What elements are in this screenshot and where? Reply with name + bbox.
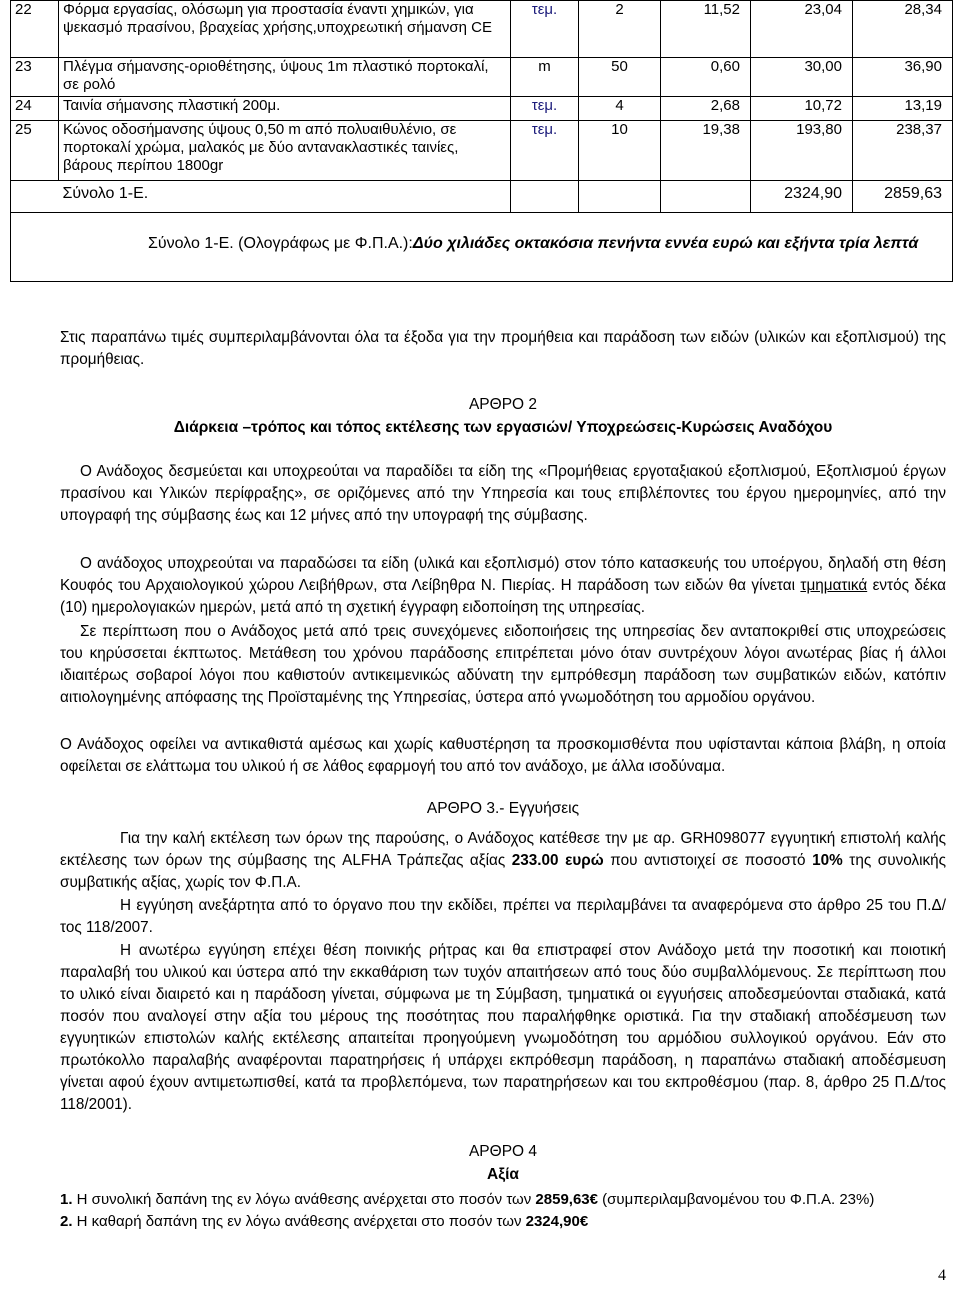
article-2-title: ΑΡΘΡΟ 2: [468, 396, 538, 413]
text-run: της συνολικής συμβατικής αξίας, χωρίς τον Φ.Π.Α.: [60, 852, 947, 891]
item-total-vat: 36,90: [853, 58, 953, 97]
item-total-vat: 238,37: [853, 121, 953, 181]
article-2-paragraph-2: [60, 553, 946, 619]
item-qty: 4: [579, 97, 661, 121]
text-run: Η συνολική δαπάνη της εν λόγω ανάθεσης ανέρχεται στο ποσόν των: [72, 1191, 536, 1208]
sum-row: [11, 181, 953, 213]
text-run: Ο ανάδοχος υποχρεούται να παραδώσει τα είδη (υλικά και εξοπλισμό) στον τόπο κατασκευής του υποέργου, δηλαδή στη θέση Κουφός του Αρχαιολογικού χώρου Λειβήθρων, στα Λείβηθρα Ν. Πιερίας. Η παράδοση των ειδών θα γίνεται: [60, 555, 946, 594]
item-qty: 50: [579, 58, 661, 97]
guarantee-percent: 10%: [812, 852, 843, 869]
text-run-underlined: τμηματικά: [800, 577, 868, 594]
text-run: (συμπεριλαμβανομένου του Φ.Π.Α. 23%): [598, 1191, 875, 1208]
item-unit: m: [511, 58, 579, 97]
total-in-words: [148, 233, 948, 255]
text-run: εντός δέκα (10) ημερολογιακών ημερών, μετά από τη σχετική έγγραφη ειδοποίηση της υπηρεσίας.: [60, 577, 946, 616]
sum-empty-2: [579, 181, 661, 213]
item-unit: τεμ.: [511, 97, 579, 121]
intro-paragraph: Στις παραπάνω τιμές συμπεριλαμβάνονται όλα τα έξοδα για την προμήθεια και παράδοση των ειδών (υλικών και εξοπλισμού) της προμήθειας.: [60, 329, 946, 368]
item-qty: 2: [579, 1, 661, 58]
item-desc: Κώνος οδοσήμανσης ύψους 0,50 m από πολυαιθυλένιο, σε πορτοκαλί χρώμα, μαλακός με δύο αντανακλαστικές ταινίες, βάρους περίπου 1800gr: [59, 121, 511, 181]
table-row: [11, 58, 953, 97]
article-4-line-2: [60, 1211, 946, 1233]
article-3-title: ΑΡΘΡΟ 3.- Εγγυήσεις: [426, 800, 580, 817]
article-3-paragraph-1: [60, 828, 946, 894]
item-total: 23,04: [751, 1, 853, 58]
table-row: [11, 121, 953, 181]
text-run: Η καθαρή δαπάνη της εν λόγω ανάθεσης ανέρχεται στο ποσόν των: [72, 1213, 526, 1230]
list-number: 2.: [60, 1213, 73, 1230]
text-run: που αντιστοιχεί σε ποσοστό: [603, 852, 813, 869]
item-unit: τεμ.: [511, 1, 579, 58]
sum-total-vat: 2859,63: [853, 181, 953, 213]
table-row: [11, 1, 953, 58]
net-amount: 2324,90€: [525, 1213, 589, 1230]
item-price: 19,38: [661, 121, 751, 181]
list-number: 1.: [60, 1191, 73, 1208]
page-number: 4: [938, 1267, 946, 1284]
sum-total: 2324,90: [751, 181, 853, 213]
item-total: 10,72: [751, 97, 853, 121]
item-price: 0,60: [661, 58, 751, 97]
sum-empty-3: [661, 181, 751, 213]
item-desc: Ταινία σήμανσης πλαστική 200μ.: [59, 97, 511, 121]
item-unit: τεμ.: [511, 121, 579, 181]
sum-empty-1: [511, 181, 579, 213]
article-4-line-1: [60, 1189, 946, 1211]
article-2-paragraph-4: Ο Ανάδοχος οφείλει να αντικαθιστά αμέσως και χωρίς καθυστέρηση τα προσκομισθέντα που υφίστανται κάποια βλάβη, η οποία οφείλεται σε ελάττωμα του υλικού ή σε λάθος εφαρμογή του από τον ανάδοχο, με άλλα ισοδύναμα.: [60, 736, 946, 775]
words-value: Δύο χιλιάδες οκτακόσια πενήντα εννέα ευρώ και εξήντα τρία λεπτά: [412, 235, 919, 252]
item-total: 193,80: [751, 121, 853, 181]
item-no: 23: [11, 58, 59, 97]
item-price: 11,52: [661, 1, 751, 58]
item-no: 24: [11, 97, 59, 121]
item-desc: Πλέγμα σήμανσης-οριοθέτησης, ύψους 1m πλαστικό πορτοκαλί, σε ρολό: [59, 58, 511, 97]
article-2-paragraph-3: Σε περίπτωση που ο Ανάδοχος μετά από τρεις συνεχόμενες ειδοποιήσεις της υπηρεσίας δεν ανταποκριθεί στις υποχρεώσεις του κηρύσσεται έκπτωτος. Μετάθεση του χρόνου παράδοσης επιτρέπεται μόνο όταν συντρέχουν λόγοι ανωτέρας βίας ή άλλοι ιδιαιτέρως σοβαροί λόγοι που καθιστούν αντικειμενικώς αδύνατη την εμπρόθεσμη παράδοση των συμβατικών ειδών, κατόπιν αιτιολογημένης απόφασης της Προϊσταμένης της Υπηρεσίας, ύστερα από γνωμοδότηση του αρμοδίου οργάνου.: [60, 623, 946, 706]
guarantee-amount: 233.00 ευρώ: [511, 852, 604, 869]
item-no: 25: [11, 121, 59, 181]
item-no: 22: [11, 1, 59, 58]
article-3-paragraph-3: Η ανωτέρω εγγύηση επέχει θέση ποινικής ρήτρας και θα επιστραφεί στον Ανάδοχο μετά την ποσοτική και ποιοτική παραλαβή του υλικού και ύστερα από την εκκαθάριση των τυχόν απαιτήσεων από τους δύο συμβαλλόμενους. Σε περίπτωση που το υλικό είναι διαιρετό και η παράδοση γίνεται, σύμφωνα με τη Σύμβαση, τμηματικά οι εγγυήσεις αποδεσμεύονται σταδιακά, κατά ποσόν που αναλογεί στην αξία του μέρους της ποσότητας που παραλήφθηκε οριστικά. Για την σταδιακή αποδέσμευση των εγγυητικών επιστολών καλής εκτέλεσης απαιτείται προηγούμενη γνωμοδότηση του αρμόδιου συλλογικού οργάνου. Εάν στο πρωτόκολλο παραλαβής αναφέρονται παρατηρήσεις ή υπάρχει εκπρόθεσμη παράδοση, η παραπάνω σταδιακή αποδέσμευση γίνεται αφού έχουν αντιμετωπισθεί, κατά τα προβλεπόμενα, των παρατηρήσεων και του εκπροθέσμου (παρ. 8, άρθρο 25 Π.Δ/τος 118/2001).: [60, 942, 946, 1113]
item-total-vat: 13,19: [853, 97, 953, 121]
text-run: Για την καλή εκτέλεση των όρων της παρούσης, ο Ανάδοχος κατέθεσε την με αρ. GRH098077 εγγυητική επιστολή καλής εκτέλεσης των όρων της σύμβασης της ALFHA Τράπεζας αξίας: [60, 830, 946, 869]
words-label: Σύνολο 1-Ε. (Ολογράφως με Φ.Π.Α.):: [148, 235, 413, 252]
article-3-paragraph-2: Η εγγύηση ανεξάρτητα από το όργανο που την εκδίδει, πρέπει να περιλαμβάνει τα αναφερόμενα στο άρθρο 25 του Π.Δ/τος 118/2007.: [60, 897, 946, 936]
item-total: 30,00: [751, 58, 853, 97]
item-price: 2,68: [661, 97, 751, 121]
sum-label: Σύνολο 1-Ε.: [59, 181, 511, 213]
item-desc: Φόρμα εργασίας, ολόσωμη για προστασία έναντι χημικών, για ψεκασμό πρασίνου, βραχείας χρήσης,υποχρεωτική σήμανση CE: [59, 1, 511, 58]
article-2-subtitle: Διάρκεια –τρόπος και τόπος εκτέλεσης των εργασιών/ Υποχρεώσεις-Κυρώσεις Αναδόχου: [173, 419, 833, 436]
article-2-paragraph-1: Ο Ανάδοχος δεσμεύεται και υποχρεούται να παραδίδει τα είδη της «Προμήθειας εργοταξιακού εξοπλισμού, Εξοπλισμού έργων πρασίνου και Υλικών περίφραξης», σε οριζόμενες από την Υπηρεσία και τους επιβλέποντες του έργου ημερομηνίες, από την υπογραφή της σύμβασης έως και 12 μήνες από την υπογραφή της σύμβασης.: [60, 463, 946, 524]
total-amount: 2859,63€: [535, 1191, 598, 1208]
article-4-subtitle: Αξία: [487, 1166, 519, 1183]
item-qty: 10: [579, 121, 661, 181]
sum-spacer: [11, 181, 59, 213]
table-row: [11, 97, 953, 121]
article-4-title: ΑΡΘΡΟ 4: [468, 1143, 538, 1160]
item-total-vat: 28,34: [853, 1, 953, 58]
